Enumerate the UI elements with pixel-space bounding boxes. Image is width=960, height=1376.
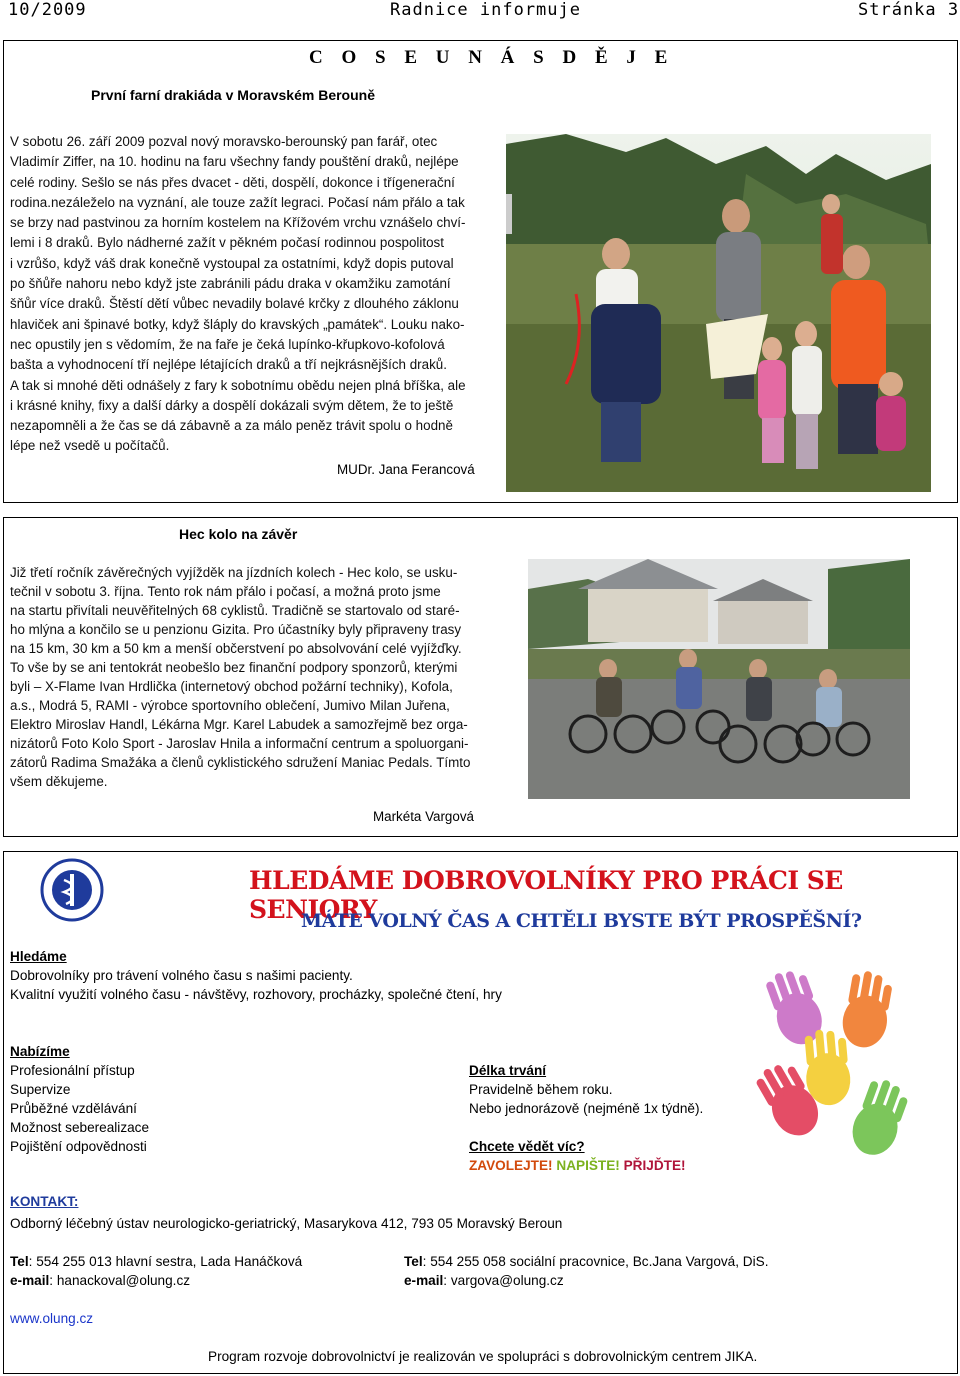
article1-line: i krásné knihy, fixy a další dárky a dospělí dokázali svým dětem, že to ještě [10,397,454,413]
cta-line [469,1156,686,1175]
contact-org: Odborný léčebný ústav neurologicko-geriatrický, Masarykova 412, 793 05 Moravský Beroun [10,1216,563,1231]
duration-title: Délka trvání [469,1063,547,1078]
cta-come: PŘIJĎTE! [623,1158,686,1173]
article1-line: nec opustily jen s vědomím, že na faře je čeká lupínko-křupkovo-kofolová [10,336,445,352]
issue-date: 10/2009 [8,0,87,20]
article2-line: na startu přivítali neuvěřitelných 68 cyklistů. Tradičně se startovalo od staré- [10,603,460,618]
tel-label: Tel [10,1254,29,1269]
article1-line: lépe než vsedě u počítačů. [10,438,170,454]
article1-line: lemi i 8 draků. Bylo nádherné zažít v pěkném počasí rodinnou pospolitost [10,235,444,251]
contact1-email-value[interactable]: : hanackoval@olung.cz [49,1273,191,1288]
seeking-line: Kvalitní využití volného času - návštěvy, rozhovory, procházky, společné čtení, hry [10,987,502,1002]
know-more-title: Chcete vědět víc? [469,1139,585,1154]
article2-line: všem děkujeme. [10,774,108,789]
website-link[interactable]: www.olung.cz [10,1311,94,1326]
article1-line: V sobotu 26. září 2009 pozval nový moravsko-berounský pan farář, otec [10,134,438,149]
cycling-photo [528,559,910,799]
contact2-tel [404,1252,768,1271]
offer-item: Průběžné vzdělávání [10,1101,137,1116]
email-label: e-mail [404,1273,444,1288]
contact1-tel [10,1252,302,1271]
contact-title: KONTAKT: [10,1194,79,1209]
article1-line: šňůr více draků. Štěstí dětí vůbec nevadily bolavé krčky z dlouhého záklonu [10,296,459,312]
contact1-tel-value: : 554 255 013 hlavní sestra, Lada Hanáčková [28,1254,303,1269]
email-label: e-mail [10,1273,50,1288]
article1-signature: MUDr. Jana Ferancová [337,462,475,477]
article1-line: se brzy nad pastvinou za horním kostelem na Křížovém vrchu vznášelo chví- [10,215,466,231]
ad-subheadline: MÁTE VOLNÝ ČAS A CHTĚLI BYSTE BÝT PROSPĚŠNÍ? [301,910,862,932]
article1-line: i vzrůšo, když váš drak konečně vystoupal za ostatními, když dopis putoval [10,255,454,271]
section-label: C O S E U N Á S D Ě J E [309,47,675,68]
tel-label: Tel [404,1254,423,1269]
article1-line: celé rodiny. Sešlo se nás přes dvacet - děti, dospělí, dokonce i třígenerační [10,174,455,190]
article1-body [10,132,475,457]
seeking-title: Hledáme [10,949,67,964]
offer-item: Pojištění odpovědnosti [10,1139,147,1154]
article-drakiada-box [3,40,958,503]
duration-line: Nebo jednorázově (nejméně 1x týdně). [469,1101,704,1116]
article2-line: To vše by se ani tentokrát neobešlo bez finanční podpory sponzorů, kterými [10,660,458,675]
newsletter-name: Radnice informuje [390,0,581,20]
article1-title: První farní drakiáda v Moravském Berouně [91,87,375,103]
article2-line: tečnil v sobotu 3. října. Tento rok nám přálo i počasí, a možná proto jsme [10,584,441,599]
article2-body [10,563,475,791]
contact2-tel-value: : 554 255 058 sociální pracovnice, Bc.Jana Vargová, DiS. [422,1254,769,1269]
page-number: Stránka 3 [858,0,960,20]
duration-line: Pravidelně během roku. [469,1082,613,1097]
article2-line: na 15 km, 30 km a 50 km a menší občerstvení po absolvování celé vyjížďky. [10,641,462,656]
article2-line: ho mlýna a končilo se u penzionu Gizita. Pro účastníky byly připraveny trasy [10,622,462,637]
article2-line: Elektro Miroslav Handl, Lékárna Mgr. Karel Labudek a samozřejmě bez orga- [10,717,468,732]
contact1-email [10,1271,190,1290]
contact2-email-value[interactable]: : vargova@olung.cz [443,1273,564,1288]
article-hec-kolo-box [3,517,958,837]
hospital-logo [40,858,104,922]
kite-festival-photo [506,134,931,492]
offer-item: Profesionální přístup [10,1063,135,1078]
cta-call: ZAVOLEJTE! [469,1158,553,1173]
cta-write: NAPIŠTE! [556,1158,620,1173]
article2-line: nizátorů Foto Kolo Sport - Jaroslav Hnila a informační centrum a spoluorgani- [10,736,469,751]
offer-item: Supervize [10,1082,71,1097]
ad-headline: HLEDÁME DOBROVOLNÍKY PRO PRÁCI SE SENIORY [249,866,843,924]
article1-line: A tak si mnohé děti odnášely z fary k sobotnímu obědu nejen plná bříška, ale [10,377,466,393]
article2-line: Již třetí ročník závěrečných vyjížděk na jízdních kolech - Hec kolo, se usku- [10,565,458,580]
article2-line: zátorů Radima Smažáka a členů cyklistického sdružení Maniac Pedals. Tímto [10,755,471,770]
article2-title: Hec kolo na závěr [179,526,298,542]
article1-line: rodina.nezáleželo na vyznání, ale touze zažít legraci. Počasí nám přálo a tak [10,194,465,210]
offer-title: Nabízíme [10,1044,70,1059]
article1-line: nezapomněli a že čas se dá zábavně a za málo peněz trávit spolu o hodně [10,418,453,434]
article2-line: a.s., Modrá 5, RAMI - výrobce sportovního oblečení, Jumivo Milan Juřena, [10,698,450,713]
article1-line: hlaviček ani špinavé botky, když šláply do kravských „památek“. Louku nako- [10,316,465,332]
article2-signature: Markéta Vargová [373,809,474,824]
article1-line: bašta a vyhodnocení tří nejlépe létajících draků a tří nejkrásnějších draků. [10,357,447,373]
ad-footer: Program rozvoje dobrovolnictví je realizován ve spolupráci s dobrovolnickým centrem JIKA. [208,1349,758,1364]
seeking-line: Dobrovolníky pro trávení volného času s našimi pacienty. [10,968,353,983]
article1-line: Vladimír Ziffer, na 10. hodinu na faru všechny fandy pouštění draků, nejlépe [10,154,459,170]
offer-item: Možnost seberealizace [10,1120,150,1135]
volunteer-ad-box [3,851,958,1374]
article1-line: po šňůře nahoru nebo když jste zabránili pádu draka v okamžiku zamotání [10,276,451,292]
article2-line: byli – X-Flame Ivan Hrdlička (internetový obchod požární techniky), Kofola, [10,679,453,694]
contact2-email [404,1271,564,1290]
handprints-illustration [734,962,944,1182]
